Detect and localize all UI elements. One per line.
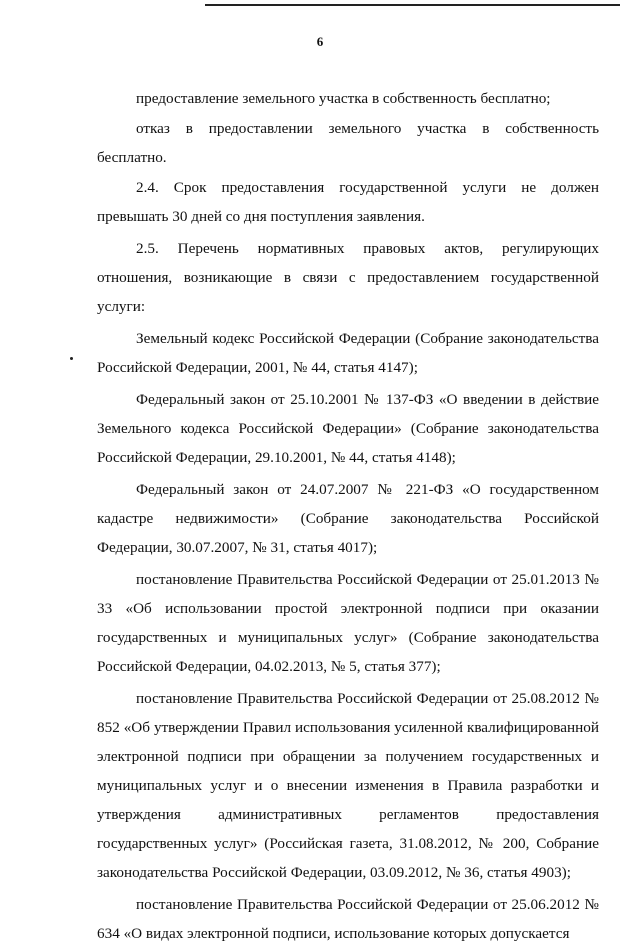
document-body [97,84,599,951]
paragraph-land-code: Земельный кодекс Российской Федерации (Собрание законодательства Российской Федерации, 2001, № 44, статья 4147); [97,330,599,376]
paragraph-resolution-852: постановление Правительства Российской Федерации от 25.08.2012 № 852 «Об утверждении Правил использования усиленной квалифицированной электронной подписи при обращении за получением государственных и муниципальных услуг и о внесении изменения в Правила разработки и утверждения административных регламентов предоставления государственных услуг» (Российская газета, 31.08.2012, № 200, Собрание законодательства Российской Федерации, 03.09.2012, № 36, статья 4903); [97,690,599,881]
stray-mark [70,357,73,360]
top-rule [205,4,620,6]
paragraph-federal-law-137: Федеральный закон от 25.10.2001 № 137-ФЗ «О введении в действие Земельного кодекса Российской Федерации» (Собрание законодательства Российской Федерации, 29.10.2001, № 44, статья 4148); [97,391,599,466]
paragraph-federal-law-221: Федеральный закон от 24.07.2007 № 221-ФЗ «О государственном кадастре недвижимости» (Собрание законодательства Российской Федерации, 30.07.2007, № 31, статья 4017); [97,481,599,556]
paragraph-resolution-33: постановление Правительства Российской Федерации от 25.01.2013 № 33 «Об использовании простой электронной подписи при оказании государственных и муниципальных услуг» (Собрание законодательства Российской Федерации, 04.02.2013, № 5, статья 377); [97,571,599,675]
paragraph-clause-2-4: 2.4. Срок предоставления государственной услуги не должен превышать 30 дней со дня поступления заявления. [97,179,599,225]
paragraph-decision-refusal: отказ в предоставлении земельного участка в собственность бесплатно. [97,120,599,166]
paragraph-clause-2-5: 2.5. Перечень нормативных правовых актов, регулирующих отношения, возникающие в связи с предоставлением государственной услуги: [97,240,599,315]
page-number: 6 [316,34,324,49]
paragraph-decision-grant: предоставление земельного участка в собственность бесплатно; [136,90,551,107]
paragraph-resolution-634: постановление Правительства Российской Федерации от 25.06.2012 № 634 «О видах электронной подписи, использование которых допускается [97,896,599,942]
